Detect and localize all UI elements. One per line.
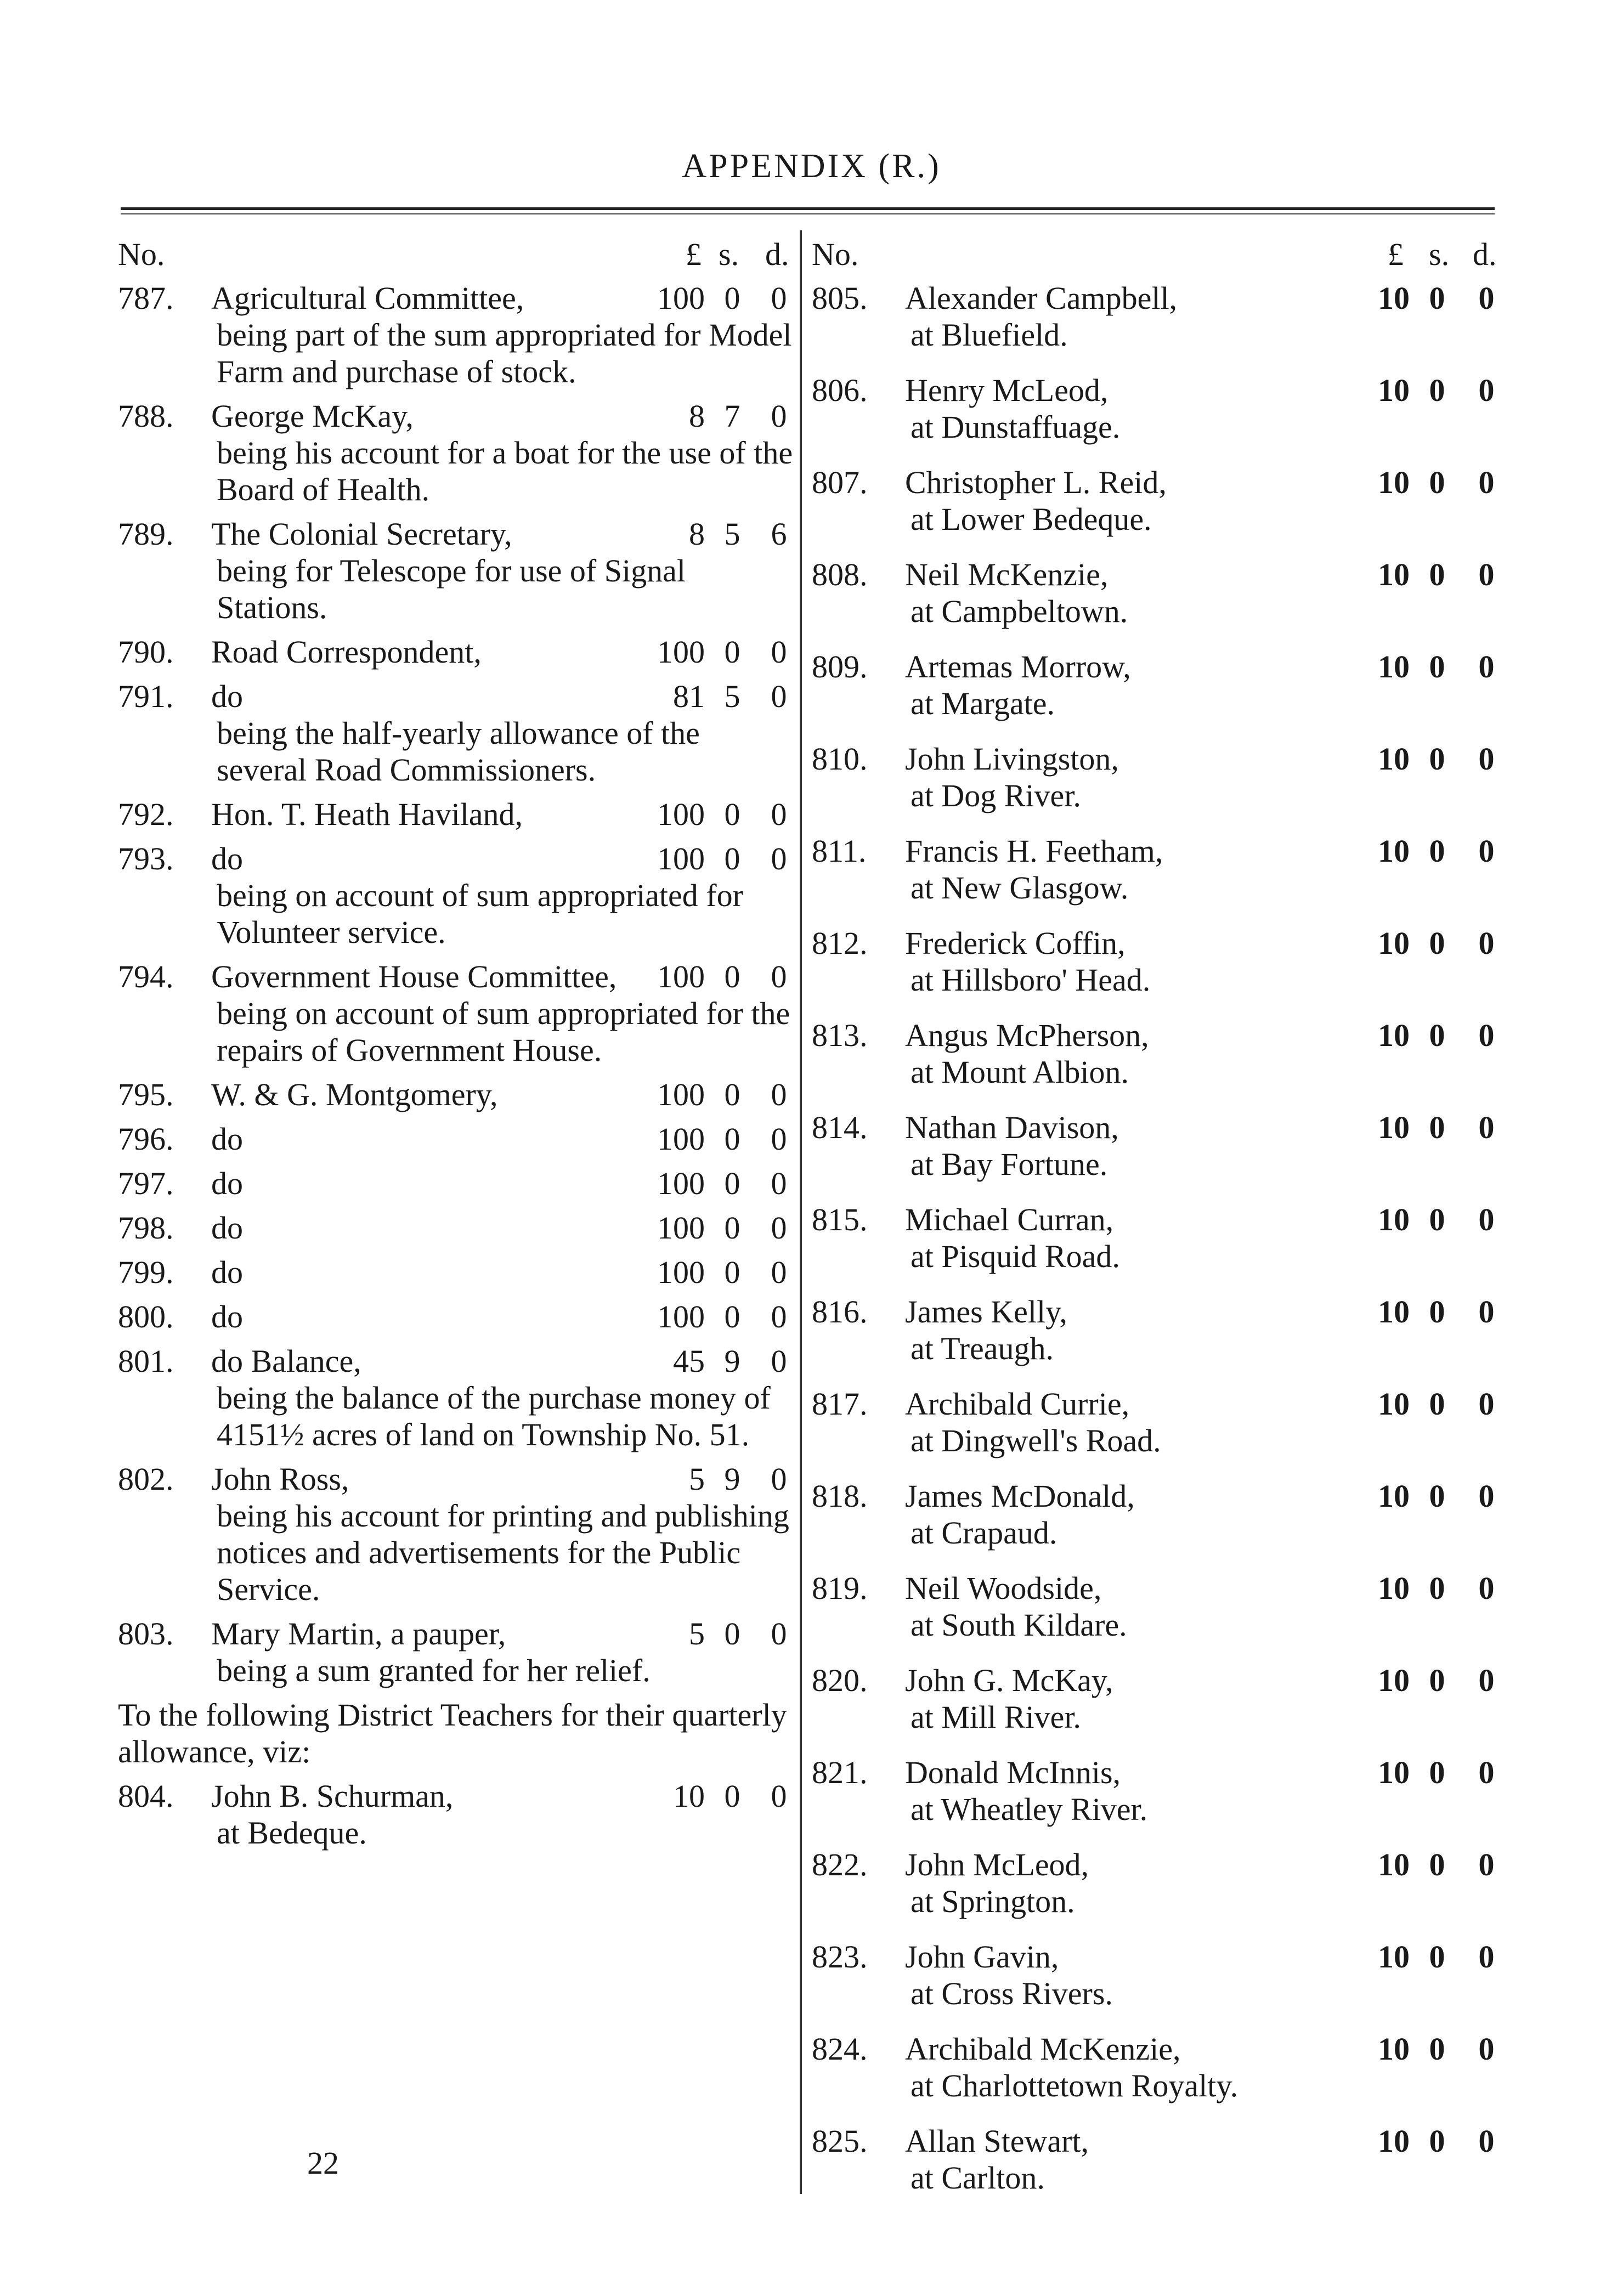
entry-description: being his account for printing and publishing notices and advertisements for the Public Service. bbox=[217, 1498, 789, 1607]
entry-pence: 0 bbox=[1478, 2123, 1495, 2159]
entry-number: 813. bbox=[812, 1017, 868, 1053]
entry-number: 819. bbox=[812, 1570, 868, 1606]
entry-name: do bbox=[211, 1299, 243, 1334]
entry-name: do bbox=[211, 678, 243, 714]
entry-name: Government House Committee, bbox=[211, 959, 617, 994]
entry-description: being part of the sum appropriated for Model Farm and purchase of stock. bbox=[217, 317, 792, 389]
entry-description: at Dog River. bbox=[911, 778, 1081, 813]
entry-description: being his account for a boat for the use of the Board of Health. bbox=[217, 435, 793, 507]
entry-shillings: 0 bbox=[724, 1077, 740, 1112]
entry-number: 809. bbox=[812, 649, 868, 685]
entry-shillings: 0 bbox=[1429, 557, 1445, 592]
list-item bbox=[812, 648, 1508, 722]
entry-number: 787. bbox=[118, 280, 174, 316]
entry-shillings: 0 bbox=[1429, 1939, 1445, 1975]
entry-pence: 0 bbox=[1478, 1570, 1495, 1606]
entry-pounds: 81 bbox=[673, 678, 705, 714]
header-shillings: s. bbox=[1429, 236, 1450, 272]
entry-description: at Charlottetown Royalty. bbox=[911, 2068, 1239, 2103]
entry-pence: 0 bbox=[771, 678, 787, 714]
entry-description: being a sum granted for her relief. bbox=[217, 1653, 651, 1688]
entry-shillings: 0 bbox=[1429, 1386, 1445, 1422]
entry-shillings: 0 bbox=[724, 1299, 740, 1334]
entry-pence: 0 bbox=[1478, 280, 1495, 316]
entry-description: being on account of sum appropriated for the repairs of Government House. bbox=[217, 996, 790, 1068]
entry-number: 811. bbox=[812, 833, 867, 869]
list-item bbox=[118, 1778, 795, 1851]
entry-pounds: 10 bbox=[1378, 1110, 1410, 1145]
entry-name: Hon. T. Heath Haviland, bbox=[211, 796, 523, 832]
entry-pounds: 100 bbox=[657, 959, 705, 994]
entry-name: Alexander Campbell, bbox=[905, 280, 1178, 316]
entry-name: Angus McPherson, bbox=[905, 1017, 1149, 1053]
entry-pounds: 45 bbox=[673, 1343, 705, 1379]
entry-pence: 0 bbox=[1478, 1017, 1495, 1053]
entry-pounds: 10 bbox=[1378, 2031, 1410, 2067]
header-no: No. bbox=[118, 236, 165, 272]
entry-pence: 0 bbox=[771, 1461, 787, 1497]
entry-pounds: 100 bbox=[657, 1210, 705, 1246]
entry-number: 812. bbox=[812, 925, 868, 961]
entry-number: 800. bbox=[118, 1299, 174, 1334]
entry-pounds: 10 bbox=[1378, 280, 1410, 316]
entry-pence: 0 bbox=[1478, 1202, 1495, 1237]
entry-number: 792. bbox=[118, 796, 174, 832]
entry-description: at Dingwell's Road. bbox=[911, 1423, 1161, 1458]
list-item bbox=[812, 280, 1508, 353]
entry-name: John Livingston, bbox=[905, 741, 1119, 777]
entry-pounds: 10 bbox=[1378, 833, 1410, 869]
entry-pence: 0 bbox=[771, 959, 787, 994]
entry-name: Frederick Coffin, bbox=[905, 925, 1126, 961]
list-item bbox=[812, 2031, 1508, 2104]
header-shillings: s. bbox=[719, 236, 739, 272]
list-item bbox=[812, 1754, 1508, 1828]
list-item bbox=[118, 796, 795, 833]
entry-pence: 0 bbox=[1478, 1386, 1495, 1422]
entry-pounds: 100 bbox=[657, 1121, 705, 1157]
list-item bbox=[812, 740, 1508, 814]
entry-shillings: 0 bbox=[1429, 1017, 1445, 1053]
entry-pounds: 10 bbox=[1378, 925, 1410, 961]
entry-pounds: 10 bbox=[1378, 1386, 1410, 1422]
right-entry-list bbox=[812, 280, 1508, 2196]
entry-number: 804. bbox=[118, 1778, 174, 1814]
entry-description: at Margate. bbox=[911, 686, 1055, 721]
header-rule bbox=[121, 207, 1495, 214]
entry-name: John Ross, bbox=[211, 1461, 349, 1497]
entry-pounds: 10 bbox=[1378, 1017, 1410, 1053]
entry-name: W. & G. Montgomery, bbox=[211, 1077, 498, 1112]
entry-description: at Cross Rivers. bbox=[911, 1976, 1113, 2011]
left-entry-list bbox=[118, 280, 795, 1689]
entry-number: 818. bbox=[812, 1478, 868, 1514]
entry-shillings: 0 bbox=[724, 841, 740, 876]
entry-shillings: 0 bbox=[724, 1254, 740, 1290]
list-item bbox=[812, 1846, 1508, 1920]
entry-pence: 0 bbox=[1478, 1939, 1495, 1975]
entry-shillings: 0 bbox=[724, 959, 740, 994]
list-item bbox=[118, 958, 795, 1068]
right-column-header bbox=[812, 230, 1508, 280]
entry-number: 798. bbox=[118, 1210, 174, 1246]
entry-pounds: 10 bbox=[1378, 1478, 1410, 1514]
entry-pounds: 100 bbox=[657, 1254, 705, 1290]
entry-pounds: 100 bbox=[657, 1077, 705, 1112]
entry-name: Henry McLeod, bbox=[905, 372, 1109, 408]
entry-pence: 0 bbox=[771, 634, 787, 670]
page-title: APPENDIX (R.) bbox=[682, 148, 941, 185]
entry-pence: 0 bbox=[771, 1616, 787, 1652]
list-item bbox=[118, 1076, 795, 1113]
list-item bbox=[118, 840, 795, 951]
entry-shillings: 0 bbox=[1429, 1202, 1445, 1237]
entry-description: at New Glasgow. bbox=[911, 870, 1129, 906]
entry-number: 793. bbox=[118, 841, 174, 876]
entry-number: 796. bbox=[118, 1121, 174, 1157]
entry-pounds: 10 bbox=[1378, 372, 1410, 408]
entry-pence: 0 bbox=[1478, 1294, 1495, 1330]
list-item bbox=[812, 1201, 1508, 1275]
entry-pounds: 10 bbox=[1378, 2123, 1410, 2159]
entry-pence: 0 bbox=[771, 1210, 787, 1246]
list-item bbox=[118, 1121, 795, 1157]
entry-number: 806. bbox=[812, 372, 868, 408]
entry-name: Mary Martin, a pauper, bbox=[211, 1616, 506, 1652]
entry-shillings: 0 bbox=[1429, 1755, 1445, 1790]
entry-name: Donald McInnis, bbox=[905, 1755, 1121, 1790]
entry-number: 810. bbox=[812, 741, 868, 777]
entry-shillings: 7 bbox=[724, 398, 740, 434]
entry-name: Agricultural Committee, bbox=[211, 280, 524, 316]
entry-pence: 0 bbox=[1478, 557, 1495, 592]
entry-number: 791. bbox=[118, 678, 174, 714]
entry-pence: 0 bbox=[771, 1121, 787, 1157]
entry-description: at Mount Albion. bbox=[911, 1054, 1129, 1090]
entry-shillings: 0 bbox=[724, 1778, 740, 1814]
entry-number: 805. bbox=[812, 280, 868, 316]
entry-pounds: 8 bbox=[689, 398, 705, 434]
list-item bbox=[118, 678, 795, 788]
entry-number: 815. bbox=[812, 1202, 868, 1237]
entry-pounds: 10 bbox=[1378, 1202, 1410, 1237]
list-item bbox=[812, 1109, 1508, 1183]
entry-pounds: 10 bbox=[1378, 649, 1410, 685]
entry-name: John B. Schurman, bbox=[211, 1778, 454, 1814]
entry-pence: 0 bbox=[1478, 1755, 1495, 1790]
entry-shillings: 0 bbox=[724, 280, 740, 316]
entry-description: at Campbeltown. bbox=[911, 593, 1128, 629]
list-item bbox=[118, 516, 795, 626]
entry-shillings: 5 bbox=[724, 516, 740, 552]
entry-number: 799. bbox=[118, 1254, 174, 1290]
entry-number: 825. bbox=[812, 2123, 868, 2159]
entry-number: 801. bbox=[118, 1343, 174, 1379]
entry-description: being the half-yearly allowance of the several Road Commissioners. bbox=[217, 715, 700, 788]
entry-pounds: 10 bbox=[1378, 1662, 1410, 1698]
entry-description: at Treaugh. bbox=[911, 1331, 1054, 1366]
entry-pounds: 10 bbox=[673, 1778, 705, 1814]
entry-number: 788. bbox=[118, 398, 174, 434]
entry-pence: 0 bbox=[771, 796, 787, 832]
column-divider bbox=[800, 230, 802, 2194]
entry-shillings: 0 bbox=[1429, 2123, 1445, 2159]
entry-pence: 0 bbox=[1478, 372, 1495, 408]
list-item bbox=[812, 1662, 1508, 1735]
entry-number: 824. bbox=[812, 2031, 868, 2067]
entry-description: at Bay Fortune. bbox=[911, 1146, 1108, 1182]
entry-description: at Dunstaffuage. bbox=[911, 409, 1121, 445]
entry-shillings: 0 bbox=[1429, 1478, 1445, 1514]
entry-name: James Kelly, bbox=[905, 1294, 1067, 1330]
entry-pounds: 100 bbox=[657, 841, 705, 876]
entry-pounds: 10 bbox=[1378, 741, 1410, 777]
entry-name: Archibald McKenzie, bbox=[905, 2031, 1181, 2067]
entry-number: 817. bbox=[812, 1386, 868, 1422]
entry-shillings: 0 bbox=[724, 1121, 740, 1157]
entry-pence: 0 bbox=[1478, 1110, 1495, 1145]
entry-pence: 0 bbox=[1478, 1478, 1495, 1514]
entry-number: 794. bbox=[118, 959, 174, 994]
entry-pounds: 100 bbox=[657, 1299, 705, 1334]
entry-description: at Bluefield. bbox=[911, 317, 1068, 353]
entry-pence: 0 bbox=[771, 841, 787, 876]
entry-number: 820. bbox=[812, 1662, 868, 1698]
list-item bbox=[118, 634, 795, 670]
list-item bbox=[812, 1293, 1508, 1367]
list-item bbox=[118, 1165, 795, 1202]
list-item bbox=[812, 2123, 1508, 2196]
entry-name: do bbox=[211, 1210, 243, 1246]
entry-description: at Wheatley River. bbox=[911, 1791, 1148, 1827]
entry-number: 802. bbox=[118, 1461, 174, 1497]
entry-name: Neil Woodside, bbox=[905, 1570, 1102, 1606]
entry-name: do Balance, bbox=[211, 1343, 361, 1379]
entry-description: at Pisquid Road. bbox=[911, 1239, 1120, 1274]
entry-name: Allan Stewart, bbox=[905, 2123, 1089, 2159]
entry-description: at Carlton. bbox=[911, 2160, 1045, 2196]
entry-description: at Springton. bbox=[911, 1884, 1075, 1919]
list-item bbox=[812, 464, 1508, 538]
list-item bbox=[118, 1615, 795, 1689]
list-item bbox=[812, 1017, 1508, 1090]
entry-shillings: 0 bbox=[724, 1210, 740, 1246]
list-item bbox=[812, 1478, 1508, 1551]
header-pence: d. bbox=[765, 236, 789, 272]
entry-description: at South Kildare. bbox=[911, 1607, 1127, 1643]
list-item bbox=[118, 1343, 795, 1453]
entry-shillings: 0 bbox=[1429, 1570, 1445, 1606]
entry-pence: 0 bbox=[771, 1077, 787, 1112]
entry-pence: 0 bbox=[1478, 925, 1495, 961]
list-item bbox=[812, 556, 1508, 630]
entry-number: 790. bbox=[118, 634, 174, 670]
entry-pence: 0 bbox=[771, 398, 787, 434]
entry-shillings: 0 bbox=[1429, 1294, 1445, 1330]
entry-description: being for Telescope for use of Signal Stations. bbox=[217, 553, 686, 625]
list-item bbox=[812, 1938, 1508, 2012]
list-item bbox=[812, 833, 1508, 906]
entry-pounds: 8 bbox=[689, 516, 705, 552]
entry-shillings: 0 bbox=[724, 634, 740, 670]
entry-number: 803. bbox=[118, 1616, 174, 1652]
entry-name: Michael Curran, bbox=[905, 1202, 1114, 1237]
entry-pounds: 100 bbox=[657, 1166, 705, 1201]
entry-description: at Hillsboro' Head. bbox=[911, 962, 1151, 998]
entry-shillings: 0 bbox=[1429, 2031, 1445, 2067]
entry-shillings: 0 bbox=[1429, 1662, 1445, 1698]
entry-pence: 0 bbox=[1478, 2031, 1495, 2067]
entry-pounds: 10 bbox=[1378, 1847, 1410, 1882]
entry-pounds: 10 bbox=[1378, 1294, 1410, 1330]
entry-name: Francis H. Feetham, bbox=[905, 833, 1163, 869]
entry-name: Christopher L. Reid, bbox=[905, 465, 1167, 500]
list-item bbox=[118, 1209, 795, 1246]
entry-pence: 0 bbox=[1478, 465, 1495, 500]
entry-shillings: 0 bbox=[1429, 280, 1445, 316]
entry-pence: 0 bbox=[1478, 1662, 1495, 1698]
entry-pence: 0 bbox=[771, 280, 787, 316]
entry-description: being the balance of the purchase money of 4151½ acres of land on Township No. 51. bbox=[217, 1380, 771, 1452]
entry-shillings: 9 bbox=[724, 1461, 740, 1497]
entry-number: 797. bbox=[118, 1166, 174, 1201]
list-item bbox=[118, 280, 795, 390]
entry-name: do bbox=[211, 1166, 243, 1201]
entry-shillings: 0 bbox=[1429, 372, 1445, 408]
entry-pence: 0 bbox=[1478, 833, 1495, 869]
entry-pounds: 10 bbox=[1378, 465, 1410, 500]
entry-pence: 0 bbox=[771, 1299, 787, 1334]
entry-name: do bbox=[211, 1254, 243, 1290]
entry-shillings: 0 bbox=[1429, 465, 1445, 500]
entry-pounds: 5 bbox=[689, 1616, 705, 1652]
entry-shillings: 5 bbox=[724, 678, 740, 714]
list-item bbox=[118, 1461, 795, 1608]
entry-shillings: 0 bbox=[1429, 925, 1445, 961]
entry-pence: 6 bbox=[771, 516, 787, 552]
entry-pence: 0 bbox=[1478, 1847, 1495, 1882]
entry-number: 823. bbox=[812, 1939, 868, 1975]
entry-name: Neil McKenzie, bbox=[905, 557, 1109, 592]
entry-description: at Mill River. bbox=[911, 1699, 1081, 1735]
left-column bbox=[118, 230, 795, 1859]
entry-pence: 0 bbox=[771, 1254, 787, 1290]
list-item bbox=[812, 925, 1508, 998]
entry-pence: 0 bbox=[771, 1166, 787, 1201]
entry-number: 789. bbox=[118, 516, 174, 552]
list-item bbox=[118, 398, 795, 508]
entry-pounds: 100 bbox=[657, 796, 705, 832]
header-pounds: £ bbox=[686, 236, 702, 272]
entry-name: Nathan Davison, bbox=[905, 1110, 1119, 1145]
entry-shillings: 0 bbox=[724, 1166, 740, 1201]
entry-shillings: 0 bbox=[1429, 833, 1445, 869]
entry-pence: 0 bbox=[771, 1778, 787, 1814]
entry-number: 821. bbox=[812, 1755, 868, 1790]
page-number: 22 bbox=[307, 2145, 339, 2181]
entry-pence: 0 bbox=[771, 1343, 787, 1379]
entry-shillings: 0 bbox=[1429, 1847, 1445, 1882]
entry-pounds: 10 bbox=[1378, 557, 1410, 592]
entry-number: 807. bbox=[812, 465, 868, 500]
entry-shillings: 0 bbox=[1429, 741, 1445, 777]
entry-number: 808. bbox=[812, 557, 868, 592]
list-item bbox=[118, 1298, 795, 1335]
entry-number: 795. bbox=[118, 1077, 174, 1112]
entry-pounds: 100 bbox=[657, 634, 705, 670]
entry-description: being on account of sum appropriated for Volunteer service. bbox=[217, 878, 743, 950]
left-column-header bbox=[118, 230, 795, 280]
entry-name: John G. McKay, bbox=[905, 1662, 1113, 1698]
entry-name: George McKay, bbox=[211, 398, 414, 434]
entry-pounds: 10 bbox=[1378, 1939, 1410, 1975]
entry-description: at Crapaud. bbox=[911, 1515, 1058, 1551]
entry-number: 814. bbox=[812, 1110, 868, 1145]
entry-name: John Gavin, bbox=[905, 1939, 1059, 1975]
entry-shillings: 9 bbox=[724, 1343, 740, 1379]
entry-pounds: 10 bbox=[1378, 1755, 1410, 1790]
header-pounds: £ bbox=[1388, 236, 1404, 272]
entry-shillings: 0 bbox=[1429, 649, 1445, 685]
entry-number: 816. bbox=[812, 1294, 868, 1330]
entry-name: The Colonial Secretary, bbox=[211, 516, 512, 552]
entry-pence: 0 bbox=[1478, 741, 1495, 777]
entry-name: do bbox=[211, 841, 243, 876]
entry-description: at Lower Bedeque. bbox=[911, 501, 1152, 537]
entry-name: Road Correspondent, bbox=[211, 634, 482, 670]
entry-shillings: 0 bbox=[1429, 1110, 1445, 1145]
entry-pounds: 100 bbox=[657, 280, 705, 316]
list-item bbox=[118, 1254, 795, 1291]
entry-name: James McDonald, bbox=[905, 1478, 1135, 1514]
entry-name: do bbox=[211, 1121, 243, 1157]
entry-name: Artemas Morrow, bbox=[905, 649, 1131, 685]
teachers-note: To the following District Teachers for their quarterly allowance, viz: bbox=[118, 1697, 787, 1769]
entry-shillings: 0 bbox=[724, 1616, 740, 1652]
entry-number: 822. bbox=[812, 1847, 868, 1882]
right-column bbox=[812, 230, 1508, 2215]
header-no: No. bbox=[812, 236, 859, 272]
entry-shillings: 0 bbox=[724, 796, 740, 832]
entry-pounds: 10 bbox=[1378, 1570, 1410, 1606]
entry-pence: 0 bbox=[1478, 649, 1495, 685]
list-item bbox=[812, 1570, 1508, 1643]
list-item bbox=[812, 1385, 1508, 1459]
entry-pounds: 5 bbox=[689, 1461, 705, 1497]
entry-description: at Bedeque. bbox=[217, 1815, 367, 1851]
list-item bbox=[812, 372, 1508, 445]
entry-name: John McLeod, bbox=[905, 1847, 1089, 1882]
entry-name: Archibald Currie, bbox=[905, 1386, 1130, 1422]
header-pence: d. bbox=[1473, 236, 1497, 272]
